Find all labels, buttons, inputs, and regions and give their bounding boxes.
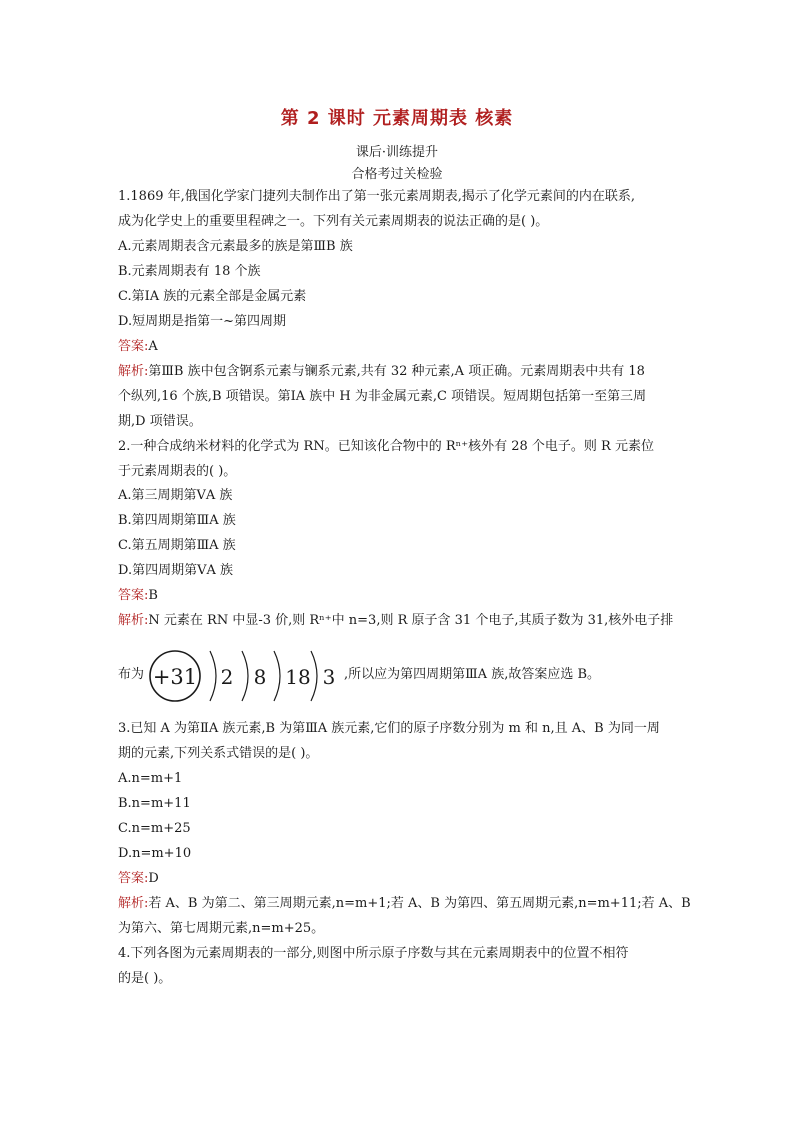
q1-analysis-line2: 个纵列,16 个族,B 项错误。第ⅠA 族中 H 为非金属元素,C 项错误。短周期包括第一至第三周 [118, 389, 647, 404]
electron-shell-arc [242, 651, 248, 701]
q3-option-d: D.n=m+10 [118, 846, 192, 861]
q1-option-d: D.短周期是指第一~第四周期 [118, 314, 286, 329]
q3-stem-line2: 期的元素,下列关系式错误的是( )。 [118, 746, 319, 761]
q3-option-a: A.n=m+1 [118, 771, 183, 786]
q3-answer [118, 870, 159, 888]
analysis-label: 解析: [118, 364, 149, 379]
answer-label: 答案: [118, 871, 149, 886]
q2-stem-line1: 2.一种合成纳米材料的化学式为 RN。已知该化合物中的 Rⁿ⁺核外有 28 个电子。则 R 元素位 [118, 439, 654, 454]
shell-electrons-3: 18 [285, 665, 311, 689]
answer-value: B [148, 588, 158, 603]
electron-shell-arc [274, 651, 280, 701]
q3-option-c: C.n=m+25 [118, 821, 191, 836]
q3-option-b: B.n=m+11 [118, 796, 191, 811]
analysis-text: 第ⅢB 族中包含锕系元素与镧系元素,共有 32 种元素,A 项正确。元素周期表中共有 18 [148, 364, 645, 379]
shell-electrons-4: 3 [322, 665, 336, 689]
q2-analysis-suffix: ,所以应为第四周期第ⅢA 族,故答案应选 B。 [344, 667, 601, 682]
shell-electrons-2: 8 [253, 665, 267, 689]
page-title: 第 2 课时 元素周期表 核素 [280, 108, 514, 129]
q3-analysis-line1 [118, 895, 691, 913]
section-heading: 合格考过关检验 [351, 167, 443, 182]
shell-electrons-1: 2 [220, 665, 234, 689]
q2-option-c: C.第五周期第ⅢA 族 [118, 538, 236, 553]
q2-analysis-line1 [118, 612, 673, 630]
q1-stem-line2: 成为化学史上的重要里程碑之一。下列有关元素周期表的说法正确的是( )。 [118, 214, 549, 229]
q2-option-a: A.第三周期第ⅤA 族 [118, 488, 233, 503]
electron-shell-arc [210, 651, 216, 701]
atom-structure-diagram [148, 649, 348, 705]
answer-value: A [148, 339, 158, 354]
q1-stem-line1: 1.1869 年,俄国化学家门捷列夫制作出了第一张元素周期表,揭示了化学元素间的内在联系, [118, 189, 636, 204]
q1-option-c: C.第ⅠA 族的元素全部是金属元素 [118, 289, 307, 304]
q4-stem-line2: 的是( )。 [118, 971, 172, 986]
analysis-text: 若 A、B 为第二、第三周期元素,n=m+1;若 A、B 为第四、第五周期元素,n=m+11;若 A、B [148, 896, 691, 911]
nucleus-charge: +31 [152, 665, 198, 689]
q1-option-b: B.元素周期表有 18 个族 [118, 264, 261, 279]
answer-value: D [148, 871, 159, 886]
q1-analysis-line3: 期,D 项错误。 [118, 414, 202, 429]
analysis-label: 解析: [118, 613, 149, 628]
q2-answer [118, 587, 158, 605]
q4-stem-line1: 4.下列各图为元素周期表的一部分,则图中所示原子序数与其在元素周期表中的位置不相符 [118, 946, 629, 961]
q3-analysis-line2: 为第六、第七周期元素,n=m+25。 [118, 921, 325, 936]
page-subtitle: 课后·训练提升 [355, 145, 439, 160]
q2-analysis-prefix: 布为 [118, 667, 145, 682]
analysis-text: N 元素在 RN 中显-3 价,则 Rⁿ⁺中 n=3,则 R 原子含 31 个电子,其质子数为 31,核外电子排 [148, 613, 674, 628]
q2-option-d: D.第四周期第ⅤA 族 [118, 563, 234, 578]
q2-option-b: B.第四周期第ⅢA 族 [118, 513, 236, 528]
q1-answer [118, 338, 158, 356]
q2-stem-line2: 于元素周期表的( )。 [118, 464, 237, 479]
analysis-label: 解析: [118, 896, 149, 911]
electron-shell-arc [311, 651, 317, 701]
answer-label: 答案: [118, 339, 149, 354]
answer-label: 答案: [118, 588, 149, 603]
q3-stem-line1: 3.已知 A 为第ⅡA 族元素,B 为第ⅢA 族元素,它们的原子序数分别为 m 和 n,且 A、B 为同一周 [118, 721, 660, 736]
q1-analysis-line1 [118, 363, 645, 381]
q1-option-a: A.元素周期表含元素最多的族是第ⅢB 族 [118, 239, 353, 254]
